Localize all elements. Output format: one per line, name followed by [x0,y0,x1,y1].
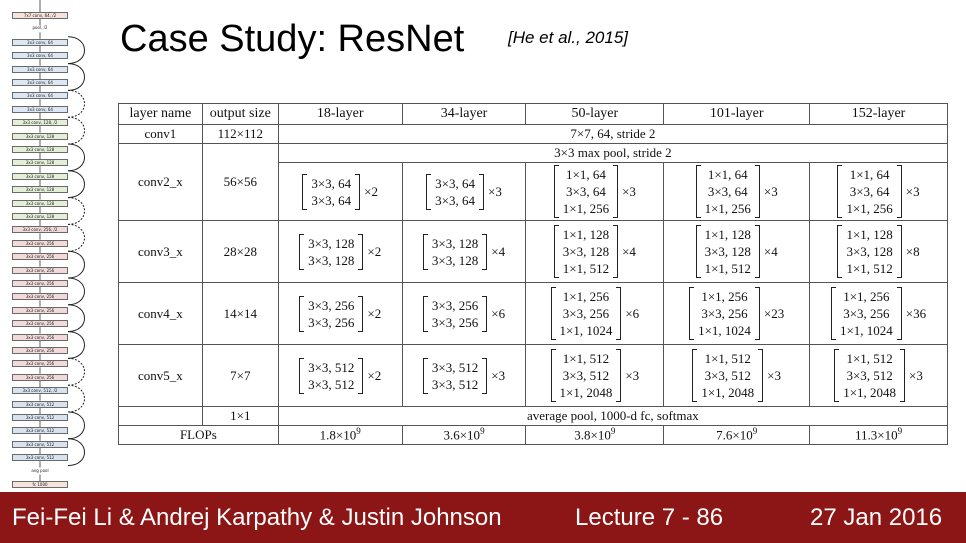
arch-layer-block: 3x3 conv, 64 [12,66,68,73]
arch-layer-block: 3x3 conv, 256 [12,253,68,260]
layer-spec-cell: 3×3 max pool, stride 2 [278,144,947,163]
arch-layer-block: 3x3 conv, 256 [12,267,68,274]
citation: [He et al., 2015] [508,28,629,47]
block-layer-line: 3×3, 64 [849,184,890,199]
block-multiplier: ×36 [905,305,927,321]
block-spec-cell [664,345,810,407]
block-layer-line: 1×1, 512 [704,261,751,276]
block-layer-line: 1×1, 1024 [839,323,893,338]
arch-layer-block: pool, /2 [32,25,48,31]
table-row [119,345,948,407]
skip-connection-arc [68,64,85,91]
arch-layer-block: 3x3 conv, 128 [12,186,68,193]
block-layer-line: 3×3, 256 [308,297,355,313]
block-layer-line: 3×3, 256 [431,314,479,330]
block-layer-line: 3×3, 64 [311,192,352,208]
block-multiplier: ×2 [364,183,379,199]
layer-spec-cell: average pool, 1000-d fc, softmax [278,407,947,426]
block-layer-line: 1×1, 1024 [559,323,613,338]
block-spec-cell [810,221,948,283]
block-layer-line: 1×1, 256 [562,201,610,216]
output-size-cell: 112×112 [202,125,278,144]
block-bracket [689,287,760,340]
block-multiplier: ×3 [625,367,640,383]
block-bracket [551,349,622,402]
table-row [119,221,948,283]
block-layer-line: 3×3, 128 [846,244,893,259]
arch-layer-block: 3x3 conv, 512 [12,454,68,461]
layer-spec-cell: 7×7, 64, stride 2 [278,125,947,144]
block-spec-cell [526,221,664,283]
footer-lecture: Lecture 7 - 86 [575,504,724,531]
layer-name-cell: conv4_x [119,283,203,345]
block-layer-line: 3×3, 256 [701,306,748,321]
slide-title: Case Study: ResNet [120,18,465,60]
block-bracket [299,358,363,394]
block-layer-line: 3×3, 64 [566,184,606,199]
block-layer-line: 3×3, 128 [308,252,355,268]
arch-layer-block: 3x3 conv, 512 [12,414,68,421]
block-spec-cell [810,163,948,221]
block-layer-line: 3×3, 256 [431,297,479,313]
block-layer-line: 1×1, 512 [846,351,893,366]
footer-date: 27 Jan 2016 [810,504,943,531]
block-spec-cell [402,283,526,345]
block-layer-line: 1×1, 64 [707,167,748,182]
block-layer-line: 1×1, 256 [701,289,748,304]
block-layer-line: 3×3, 128 [431,235,479,251]
output-size-cell: 56×56 [202,144,278,221]
arch-layer-block: 3x3 conv, 64 [12,106,68,113]
arch-layer-block: 3x3 conv, 64 [12,39,68,46]
block-layer-line: 1×1, 64 [566,167,606,182]
block-bracket [423,296,487,332]
column-header: 18-layer [278,104,402,125]
block-bracket [696,165,760,218]
block-spec-cell [278,221,402,283]
block-spec-cell [402,163,526,221]
block-bracket [299,296,363,332]
skip-connection-arc [68,171,85,198]
block-bracket [554,165,618,218]
block-layer-line: 1×1, 512 [846,261,893,276]
block-multiplier: ×3 [491,367,506,383]
arch-layer-block: 3x3 conv, 128 [12,133,68,140]
block-bracket [423,234,487,270]
arch-layer-block: 3x3 conv, 128 [12,146,68,153]
block-layer-line: 3×3, 128 [308,235,355,251]
block-layer-line: 1×1, 128 [704,227,751,242]
block-layer-line: 3×3, 512 [308,376,355,392]
block-multiplier: ×4 [622,243,636,259]
arch-layer-block: 3x3 conv, 128 [12,200,68,207]
arch-layer-block: 3x3 conv, 256 [12,347,68,354]
layer-name-cell: conv3_x [119,221,203,283]
column-header: layer name [119,104,203,125]
arch-layer-block: 3x3 conv, 128 [12,173,68,180]
block-multiplier: ×2 [367,367,382,383]
block-layer-line: 3×3, 512 [308,359,355,375]
layer-name-cell: conv1 [119,125,203,144]
block-spec-cell [664,221,810,283]
arch-layer-block: 3x3 conv, 256 [12,360,68,367]
flops-value-cell: $1.8\times 10^9$ [278,426,402,445]
arch-layer-block: 3x3 conv, 256 [12,280,68,287]
architecture-table [118,103,948,445]
arch-layer-block: 3x3 conv, 256 [12,240,68,247]
block-spec-cell [526,283,664,345]
block-layer-line: 1×1, 256 [846,201,893,216]
block-spec-cell [526,345,664,407]
skip-connection-arc [68,278,85,305]
table-row [119,283,948,345]
output-size-cell: 1×1 [202,407,278,426]
arch-layer-block: 3x3 conv, 256, /2 [12,226,68,233]
block-bracket [426,174,484,210]
arch-layer-block: 3x3 conv, 512, /2 [12,387,68,394]
block-layer-line: 1×1, 512 [562,261,610,276]
column-header: 152-layer [810,104,948,125]
arch-layer-block: 3x3 conv, 64 [12,92,68,99]
block-layer-line: 3×3, 128 [562,244,610,259]
block-layer-line: 3×3, 256 [562,306,610,321]
block-layer-line: 3×3, 512 [431,359,479,375]
block-layer-line: 1×1, 2048 [701,385,755,400]
block-multiplier: ×23 [763,305,785,321]
flops-value-cell: $7.6\times 10^9$ [664,426,810,445]
block-bracket [299,234,363,270]
skip-connection-arc [68,385,85,412]
block-spec-cell [664,163,810,221]
block-layer-line: 3×3, 64 [707,184,748,199]
block-spec-cell [402,345,526,407]
block-multiplier: ×6 [625,305,640,321]
flops-value-cell: $3.6\times 10^9$ [402,426,526,445]
block-layer-line: 1×1, 1024 [698,323,751,338]
block-layer-line: 1×1, 2048 [559,385,613,400]
block-layer-line: 1×1, 128 [562,227,610,242]
skip-connection-arc [68,144,85,171]
footer-bar [0,492,966,543]
block-layer-line: 1×1, 512 [562,351,610,366]
block-spec-cell [526,163,664,221]
block-layer-line: 3×3, 256 [843,306,890,321]
layer-name-cell [119,407,203,426]
block-spec-cell [278,345,402,407]
block-multiplier: ×8 [905,243,920,259]
block-bracket [302,174,360,210]
arch-layer-block: 3x3 conv, 256 [12,334,68,341]
arch-layer-block: 3x3 conv, 256 [12,307,68,314]
skip-connection-arc [68,412,85,439]
table-row [119,125,948,144]
column-header: output size [202,104,278,125]
arch-layer-block: 3x3 conv, 64 [12,52,68,59]
block-layer-line: 3×3, 128 [704,244,751,259]
block-bracket [831,287,902,340]
block-multiplier: ×3 [909,367,923,383]
output-size-cell: 28×28 [202,221,278,283]
skip-connection-arc [68,439,85,466]
arch-layer-block: avg pool [31,467,49,473]
skip-connection-arc [68,224,85,251]
skip-connection-arc [68,117,85,144]
column-header: 34-layer [402,104,526,125]
block-multiplier: ×3 [905,183,920,199]
skip-connection-arc [68,90,85,117]
block-layer-line: 3×3, 256 [308,314,355,330]
block-layer-line: 1×1, 256 [843,289,890,304]
block-spec-cell [810,283,948,345]
block-multiplier: ×2 [367,243,382,259]
column-header: 50-layer [526,104,664,125]
block-multiplier: ×4 [763,243,778,259]
block-bracket [551,287,622,340]
table-row [119,426,948,445]
block-multiplier: ×3 [767,367,782,383]
arch-layer-block: 3x3 conv, 128 [12,159,68,166]
arch-layer-block: fc 1000 [12,481,68,488]
block-layer-line: 3×3, 512 [846,368,893,383]
block-bracket [554,225,618,278]
arch-layer-block: 3x3 conv, 256 [12,374,68,381]
block-spec-cell [278,163,402,221]
block-bracket [696,225,760,278]
arch-layer-block: 3x3 conv, 512 [12,427,68,434]
output-size-cell: 14×14 [202,283,278,345]
arch-layer-block: 3x3 conv, 128, /2 [12,119,68,126]
block-layer-line: 1×1, 128 [846,227,893,242]
block-multiplier: ×6 [491,305,506,321]
block-multiplier: ×2 [367,305,382,321]
skip-connection-arc [68,251,85,278]
block-bracket [837,165,901,218]
block-multiplier: ×3 [763,183,778,199]
block-spec-cell [664,283,810,345]
block-layer-line: 3×3, 64 [435,192,476,208]
block-multiplier: ×4 [491,243,506,259]
table-row [119,144,948,163]
block-layer-line: 1×1, 256 [704,201,751,216]
block-layer-line: 3×3, 128 [431,252,479,268]
block-spec-cell [810,345,948,407]
resnet-architecture-diagram [4,0,94,492]
flops-value-cell: $11.3\times 10^9$ [810,426,948,445]
footer-authors: Fei-Fei Li & Andrej Karpathy & Justin Johnson [12,504,502,531]
block-spec-cell [402,221,526,283]
block-layer-line: 1×1, 64 [849,167,890,182]
block-layer-line: 1×1, 256 [562,289,610,304]
arch-layer-block: 3x3 conv, 128 [12,213,68,220]
block-layer-line: 3×3, 64 [435,175,476,191]
arch-layer-block: 3x3 conv, 64 [12,79,68,86]
flops-value-cell: $3.8\times 10^9$ [526,426,664,445]
block-bracket [834,349,905,402]
block-multiplier: ×3 [488,183,502,199]
skip-connection-arc [68,332,85,359]
block-layer-line: 3×3, 64 [311,175,352,191]
skip-connection-arc [68,305,85,332]
block-bracket [423,358,487,394]
column-header: 101-layer [664,104,810,125]
table-header-row [119,104,948,125]
block-bracket [692,349,763,402]
skip-connection-arc [68,37,85,64]
layer-name-cell: conv5_x [119,345,203,407]
block-layer-line: 1×1, 2048 [843,385,897,400]
table-row [119,407,948,426]
arch-layer-block: 3x3 conv, 512 [12,441,68,448]
block-layer-line: 1×1, 512 [704,351,751,366]
arch-layer-block: 3x3 conv, 512 [12,401,68,408]
skip-connection-arc [68,198,85,225]
block-layer-line: 3×3, 512 [704,368,751,383]
arch-layer-block: 3x3 conv, 256 [12,293,68,300]
block-spec-cell [278,283,402,345]
block-layer-line: 3×3, 512 [431,376,479,392]
block-bracket [837,225,901,278]
block-layer-line: 3×3, 512 [562,368,610,383]
flops-label-cell: FLOPs [119,426,279,445]
layer-name-cell: conv2_x [119,144,203,221]
output-size-cell: 7×7 [202,345,278,407]
skip-connection-arc [68,358,85,385]
arch-layer-block: 3x3 conv, 256 [12,320,68,327]
block-multiplier: ×3 [622,183,636,199]
arch-layer-block: 7x7 conv, 64, /2 [12,12,68,19]
